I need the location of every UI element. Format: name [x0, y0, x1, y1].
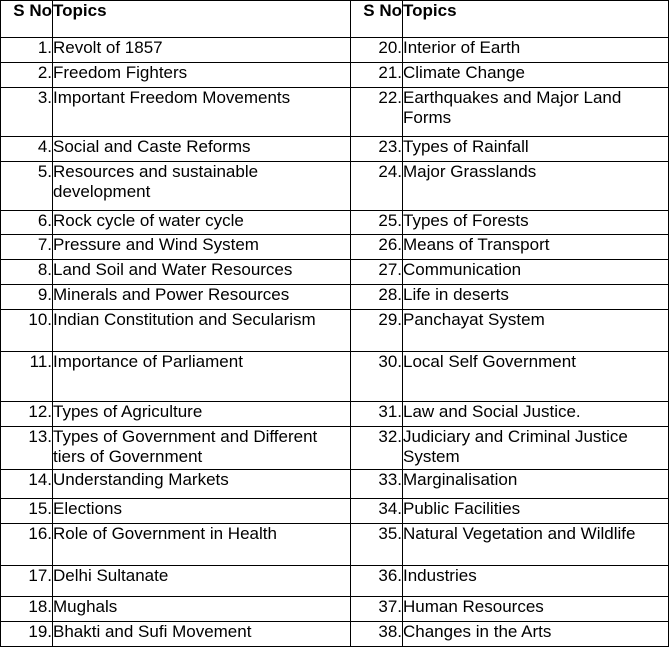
topic-name-right: Panchayat System	[403, 310, 669, 352]
topic-name-left: Importance of Parliament	[53, 352, 351, 402]
topic-name-right: Industries	[403, 566, 669, 597]
topic-name-left: Types of Agriculture	[53, 402, 351, 427]
topic-number-left: 6.	[1, 211, 53, 235]
topic-number-left: 13.	[1, 427, 53, 470]
topic-number-left: 5.	[1, 162, 53, 211]
topic-number-left: 1.	[1, 38, 53, 63]
topic-name-left: Revolt of 1857	[53, 38, 351, 63]
topic-name-right: Types of Rainfall	[403, 137, 669, 162]
topic-number-left: 15.	[1, 499, 53, 524]
topic-number-right: 29.	[351, 310, 403, 352]
table-row	[1, 235, 669, 260]
topic-name-left: Land Soil and Water Resources	[53, 260, 351, 285]
topic-name-right: Changes in the Arts	[403, 622, 669, 647]
table-row	[1, 597, 669, 622]
topic-name-right: Communication	[403, 260, 669, 285]
topic-name-left: Understanding Markets	[53, 470, 351, 499]
topic-name-left: Types of Government and Different tiers of Government	[53, 427, 351, 470]
topic-number-right: 31.	[351, 402, 403, 427]
topic-name-left: Pressure and Wind System	[53, 235, 351, 260]
topic-name-left: Mughals	[53, 597, 351, 622]
topic-number-left: 14.	[1, 470, 53, 499]
table-row	[1, 285, 669, 310]
topic-name-right: Law and Social Justice.	[403, 402, 669, 427]
topic-name-right: Earthquakes and Major Land Forms	[403, 88, 669, 137]
topic-number-right: 22.	[351, 88, 403, 137]
topic-name-left: Indian Constitution and Secularism	[53, 310, 351, 352]
topic-name-left: Resources and sustainable development	[53, 162, 351, 211]
topic-number-left: 9.	[1, 285, 53, 310]
topic-number-right: 28.	[351, 285, 403, 310]
topic-name-right: Means of Transport	[403, 235, 669, 260]
topic-name-left: Rock cycle of water cycle	[53, 211, 351, 235]
table-row	[1, 162, 669, 211]
topic-name-right: Interior of Earth	[403, 38, 669, 63]
header-row	[1, 1, 669, 38]
topic-name-left: Bhakti and Sufi Movement	[53, 622, 351, 647]
topic-number-right: 25.	[351, 211, 403, 235]
topic-name-right: Judiciary and Criminal Justice System	[403, 427, 669, 470]
topic-name-right: Major Grasslands	[403, 162, 669, 211]
table-row	[1, 310, 669, 352]
topic-number-left: 7.	[1, 235, 53, 260]
topic-number-left: 10.	[1, 310, 53, 352]
table-row	[1, 470, 669, 499]
table-row	[1, 63, 669, 88]
topic-number-right: 21.	[351, 63, 403, 88]
topic-number-right: 26.	[351, 235, 403, 260]
topic-name-right: Life in deserts	[403, 285, 669, 310]
topic-number-left: 16.	[1, 524, 53, 566]
topic-number-right: 38.	[351, 622, 403, 647]
topic-name-left: Delhi Sultanate	[53, 566, 351, 597]
topic-name-right: Public Facilities	[403, 499, 669, 524]
topic-number-right: 23.	[351, 137, 403, 162]
topic-number-left: 11.	[1, 352, 53, 402]
topic-name-right: Climate Change	[403, 63, 669, 88]
topic-name-right: Local Self Government	[403, 352, 669, 402]
topic-name-left: Minerals and Power Resources	[53, 285, 351, 310]
topic-number-left: 17.	[1, 566, 53, 597]
table-row	[1, 211, 669, 235]
topic-name-left: Freedom Fighters	[53, 63, 351, 88]
topic-name-left: Elections	[53, 499, 351, 524]
topic-number-right: 33.	[351, 470, 403, 499]
topic-number-right: 34.	[351, 499, 403, 524]
table-row	[1, 38, 669, 63]
topic-number-right: 20.	[351, 38, 403, 63]
table-row	[1, 427, 669, 470]
table-row	[1, 524, 669, 566]
topic-name-left: Role of Government in Health	[53, 524, 351, 566]
topic-name-left: Social and Caste Reforms	[53, 137, 351, 162]
topics-body	[1, 38, 669, 647]
table-row	[1, 137, 669, 162]
header-topics-right: Topics	[403, 1, 669, 38]
table-row	[1, 499, 669, 524]
table-row	[1, 622, 669, 647]
topic-name-right: Marginalisation	[403, 470, 669, 499]
table-row	[1, 402, 669, 427]
header-sno-right: S No	[351, 1, 403, 38]
topic-name-left: Important Freedom Movements	[53, 88, 351, 137]
topic-number-right: 27.	[351, 260, 403, 285]
topic-name-right: Natural Vegetation and Wildlife	[403, 524, 669, 566]
topic-number-left: 4.	[1, 137, 53, 162]
table-row	[1, 566, 669, 597]
topic-number-right: 30.	[351, 352, 403, 402]
header-topics-left: Topics	[53, 1, 351, 38]
topic-number-left: 19.	[1, 622, 53, 647]
topic-number-left: 3.	[1, 88, 53, 137]
topic-number-right: 37.	[351, 597, 403, 622]
topic-number-right: 32.	[351, 427, 403, 470]
topic-number-left: 18.	[1, 597, 53, 622]
topic-name-right: Human Resources	[403, 597, 669, 622]
topic-number-right: 35.	[351, 524, 403, 566]
header-sno-left: S No	[1, 1, 53, 38]
topic-number-left: 2.	[1, 63, 53, 88]
topic-number-left: 8.	[1, 260, 53, 285]
topic-number-right: 36.	[351, 566, 403, 597]
table-row	[1, 260, 669, 285]
table-row	[1, 88, 669, 137]
topic-number-left: 12.	[1, 402, 53, 427]
topic-name-right: Types of Forests	[403, 211, 669, 235]
topic-number-right: 24.	[351, 162, 403, 211]
table-row	[1, 352, 669, 402]
